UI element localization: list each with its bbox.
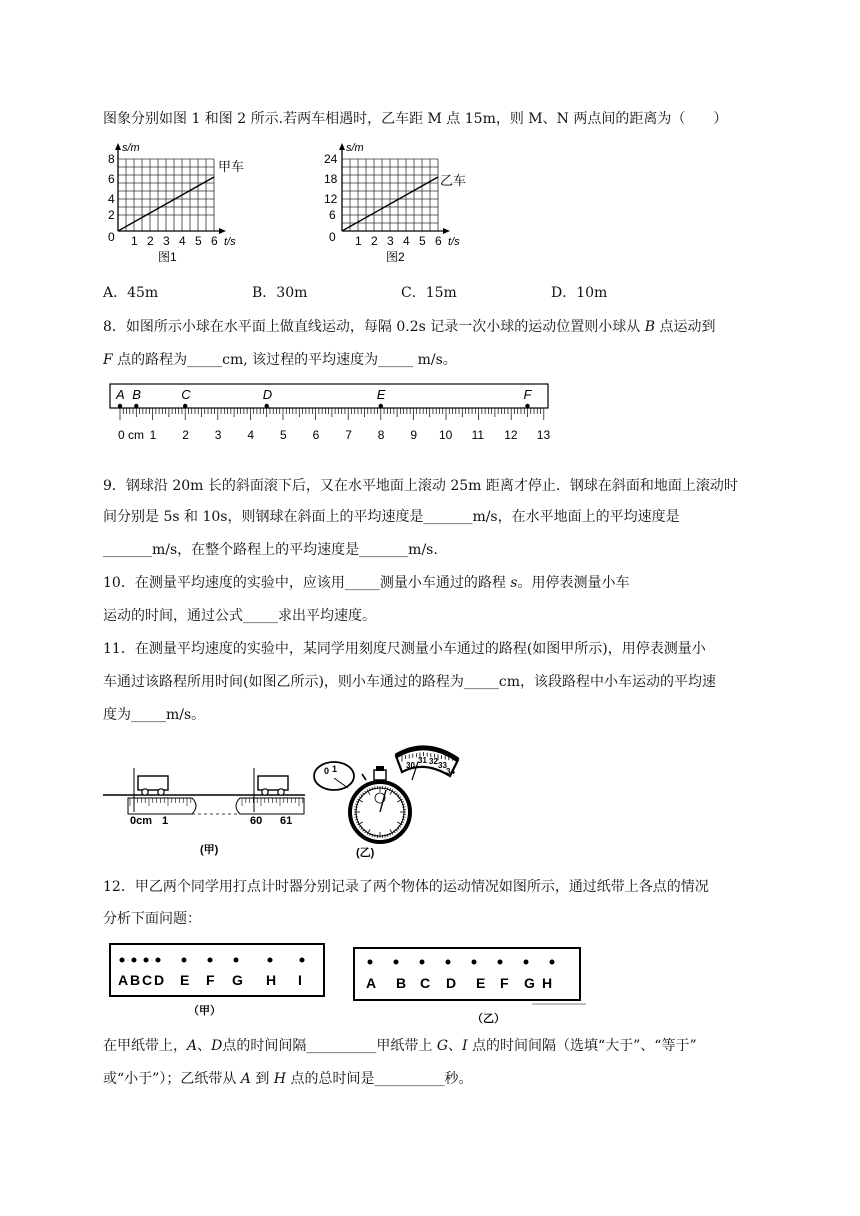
x-tick: 6 <box>211 234 218 248</box>
scale-label: 13 <box>536 428 551 442</box>
point-label: E <box>376 387 386 402</box>
option-a[interactable]: A．45m <box>103 285 159 301</box>
watch-label: 1 <box>332 764 338 774</box>
q12-answer-line-2: 或“小于”）；乙纸带从 A 到 H 点的总时间是__________秒。 <box>103 1071 473 1087</box>
x-tick: 1 <box>355 234 362 248</box>
scale-label: 9 <box>410 428 418 442</box>
q8-line-1: 8．如图所示小球在水平面上做直线运动，每隔 0.2s 记录一次小球的运动位置则小球从 B 点运动到 <box>103 319 716 335</box>
q7-intro: 图象分别如图 1 和图 2 所示.若两车相遇时，乙车距 M 点 15m，则 M、N 两点间的距离为（ ） <box>103 111 728 127</box>
tape-label: D <box>154 972 165 988</box>
y-tick: 4 <box>108 192 115 206</box>
y-tick: 24 <box>324 152 338 166</box>
tape-dot <box>300 958 305 963</box>
figure-caption: (乙) <box>356 847 375 859</box>
tape-label: B <box>396 975 407 991</box>
tape-dot <box>234 958 239 963</box>
tape-label: C <box>142 972 153 988</box>
q9-line-1: 9．钢球沿 20m 长的斜面滚下后，又在水平地面上滚动 25m 距离才停止．钢球在斜面和地面上滚动时 <box>103 478 738 494</box>
scale-label: 1 <box>149 428 157 442</box>
tape-label: F <box>500 975 509 991</box>
tape-dot <box>524 960 529 965</box>
tape-label: D <box>446 975 457 991</box>
point-label: A <box>116 387 125 402</box>
scale-label: 6 <box>312 428 320 442</box>
tape-label: I <box>298 972 302 988</box>
figure-caption: 图2 <box>386 250 405 264</box>
ball-point <box>118 404 122 408</box>
q8-line-2: F 点的路程为_____cm, 该过程的平均速度为_____ m/s。 <box>103 352 457 368</box>
x-tick: 3 <box>387 234 394 248</box>
watch-label: 30 <box>406 761 415 770</box>
q12-line-2: 分析下面问题： <box>103 911 201 927</box>
stopwatch-figure <box>310 738 460 860</box>
line-label: 乙车 <box>440 173 467 188</box>
tape-jia-figure <box>108 942 328 1022</box>
y-tick: 2 <box>108 208 115 222</box>
option-c[interactable]: C．15m <box>401 285 457 301</box>
q9-line-3: _______m/s，在整个路程上的平均速度是_______m/s. <box>103 542 438 558</box>
tape-dot <box>182 958 187 963</box>
tape-label: E <box>180 972 190 988</box>
x-axis-label: t/s <box>224 236 236 248</box>
tape-dot <box>446 960 451 965</box>
figure-1-graph <box>100 141 250 269</box>
figure-caption: （乙） <box>472 1013 505 1025</box>
scale-label: 10 <box>439 428 453 442</box>
x-tick: 5 <box>419 234 426 248</box>
y-tick: 0 <box>108 230 115 244</box>
figure-caption: (甲) <box>200 844 219 856</box>
tape-label: G <box>524 975 535 991</box>
point-label: F <box>523 387 532 402</box>
x-tick: 2 <box>147 234 154 248</box>
scale-label: 11 <box>471 428 485 442</box>
ball-point <box>183 404 187 408</box>
figure-caption: 图1 <box>158 250 177 264</box>
tape-label: E <box>476 975 486 991</box>
tape-label: B <box>130 972 141 988</box>
watch-label: 31 <box>418 756 427 765</box>
tape-dot <box>132 958 137 963</box>
tape-label: H <box>266 972 277 988</box>
q8-ruler-figure <box>108 382 568 444</box>
ruler-label: 60 <box>250 815 263 827</box>
y-tick: 0 <box>329 230 336 244</box>
tape-dot <box>394 960 399 965</box>
x-tick: 4 <box>403 234 410 248</box>
tape-label: F <box>206 972 215 988</box>
y-tick: 12 <box>324 192 338 206</box>
tape-yi-figure <box>352 946 592 1028</box>
q10-line-1: 10．在测量平均速度的实验中，应该用_____测量小车通过的路程 s。用停表测量小车 <box>103 575 630 591</box>
scale-label: 7 <box>345 428 352 442</box>
q11-cart-ruler-figure <box>100 758 310 858</box>
scale-label: 5 <box>280 428 287 442</box>
scale-label: 4 <box>247 428 255 442</box>
y-tick: 6 <box>329 208 336 222</box>
ruler-label: 0cm <box>130 815 153 827</box>
tape-dot <box>120 958 125 963</box>
tape-dot <box>208 958 213 963</box>
q12-answer-line-1: 在甲纸带上，A、D点的时间间隔__________甲纸带上 G、I 点的时间间隔（选填“大于”、“等于” <box>103 1038 697 1054</box>
tape-label: A <box>118 972 129 988</box>
q11-line-2: 车通过该路程所用时间(如图乙所示)，则小车通过的路程为_____cm，该段路程中小车运动的平均速 <box>103 674 717 690</box>
tape-dot <box>498 960 503 965</box>
point-label: D <box>262 387 273 402</box>
tape-dot <box>550 960 555 965</box>
ruler-label: 1 <box>162 815 169 827</box>
q10-line-2: 运动的时间，通过公式_____求出平均速度。 <box>103 608 376 624</box>
option-d[interactable]: D．10m <box>551 285 608 301</box>
x-axis-label: t/s <box>448 236 460 248</box>
tape-label: A <box>366 975 377 991</box>
x-tick: 6 <box>435 234 442 248</box>
y-tick: 8 <box>108 152 115 166</box>
q9-line-2: 间分别是 5s 和 10s，则钢球在斜面上的平均速度是_______m/s，在水平地面上的平均速度是 <box>103 509 680 525</box>
q12-line-1: 12．甲乙两个同学用打点计时器分别记录了两个物体的运动情况如图所示，通过纸带上各点的情况 <box>103 879 709 895</box>
ball-point <box>525 404 529 408</box>
ball-point <box>134 404 138 408</box>
line-label: 甲车 <box>218 159 245 174</box>
scale-label: 12 <box>504 428 518 442</box>
y-axis-label: s/m <box>122 142 140 154</box>
ball-point <box>379 404 383 408</box>
tape-dot <box>156 958 161 963</box>
x-tick: 4 <box>179 234 186 248</box>
ruler-label: 61 <box>280 815 293 827</box>
y-axis-label: s/m <box>346 142 364 154</box>
watch-label: 33 <box>438 761 447 770</box>
figure-caption: （甲） <box>188 1005 221 1017</box>
cart-right <box>254 768 288 812</box>
x-tick: 1 <box>131 234 138 248</box>
cart-left <box>134 768 168 812</box>
tape-dot <box>472 960 477 965</box>
tape-dot <box>368 960 373 965</box>
q11-line-3: 度为_____m/s。 <box>103 707 206 723</box>
tape-dot <box>144 958 149 963</box>
x-tick: 5 <box>195 234 202 248</box>
watch-label: 34 <box>446 767 455 776</box>
figure-2-graph <box>320 141 470 269</box>
point-label: C <box>181 387 191 402</box>
tape-label: G <box>232 972 243 988</box>
x-tick: 3 <box>163 234 170 248</box>
q11-line-1: 11．在测量平均速度的实验中，某同学用刻度尺测量小车通过的路程(如图甲所示)，用停表测量小 <box>103 641 706 657</box>
point-label: B <box>132 387 141 402</box>
ball-point <box>265 404 269 408</box>
tape-label: H <box>542 975 553 991</box>
scale-label: 8 <box>377 428 385 442</box>
scale-label: 0 cm <box>118 428 145 442</box>
tape-label: C <box>420 975 431 991</box>
x-tick: 2 <box>371 234 378 248</box>
y-tick: 6 <box>108 172 115 186</box>
scale-label: 2 <box>182 428 189 442</box>
tape-dot <box>268 958 273 963</box>
y-tick: 18 <box>324 172 338 186</box>
option-b[interactable]: B．30m <box>252 285 308 301</box>
watch-label: 32 <box>429 757 438 766</box>
tape-dot <box>420 960 425 965</box>
scale-label: 3 <box>214 428 222 442</box>
watch-label: 0 <box>324 766 330 776</box>
